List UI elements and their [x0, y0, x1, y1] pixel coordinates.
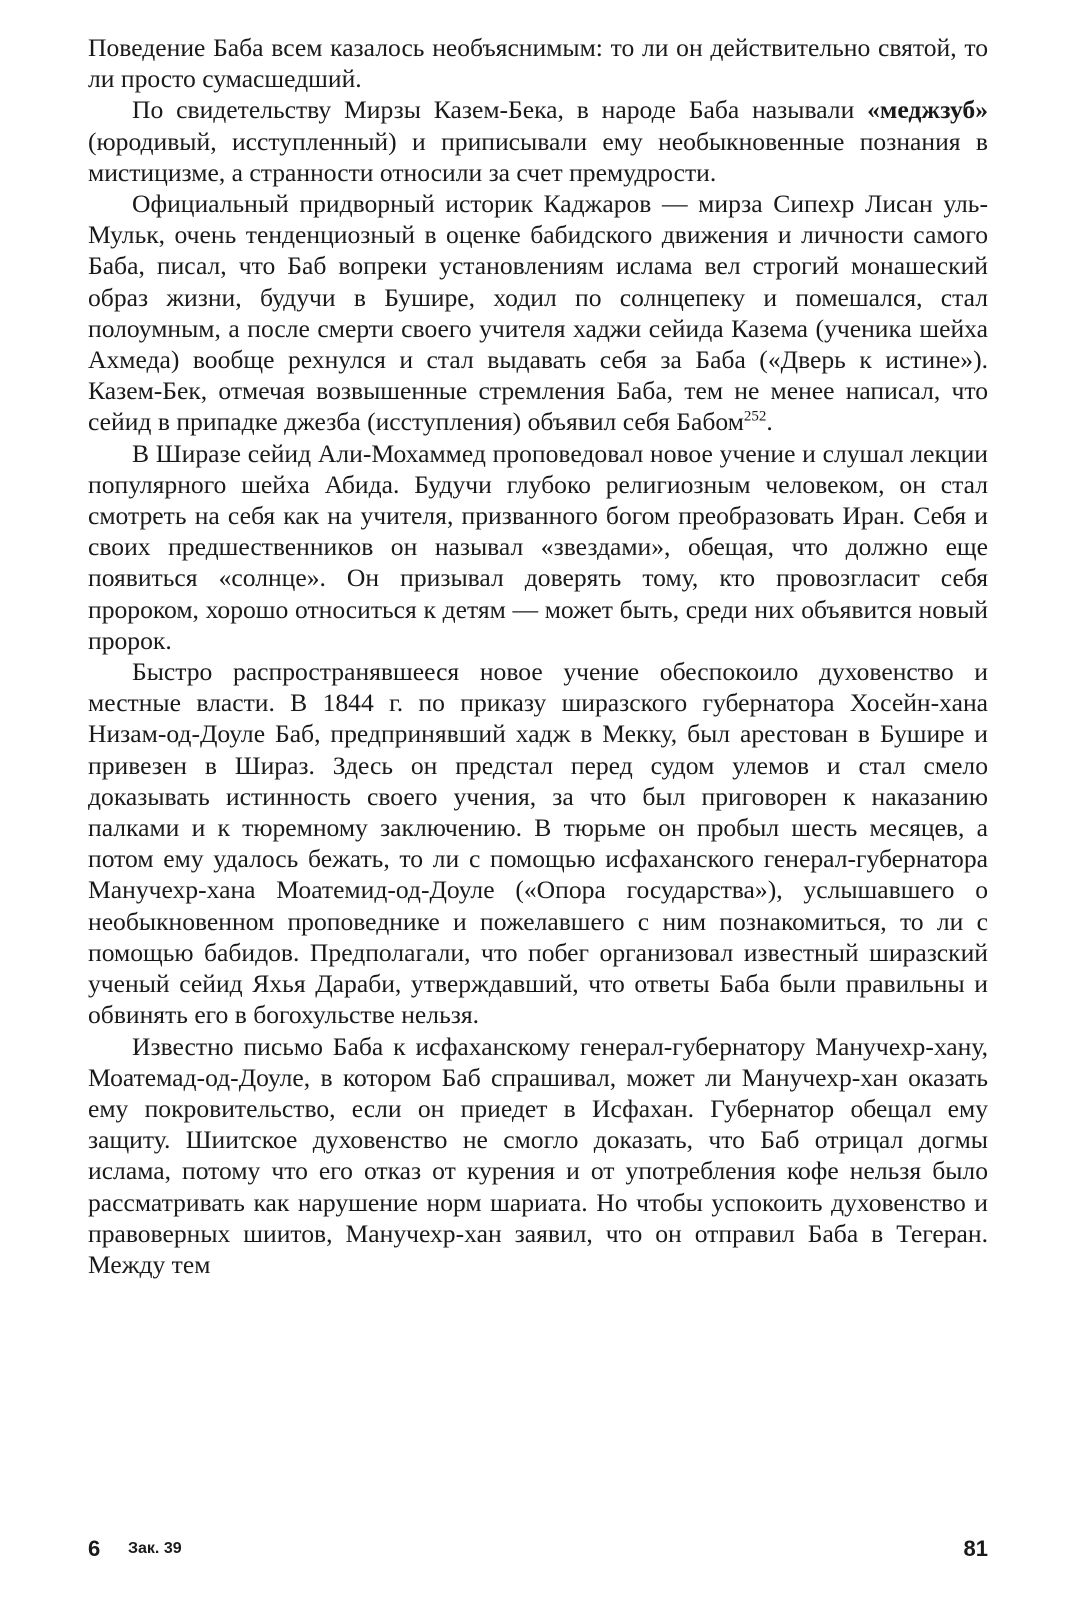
term-medjzub: «меджзуб» — [867, 95, 988, 125]
signature-number: 6 — [88, 1536, 101, 1561]
paragraph-2-text-a: По свидетельству Мирзы Казем-Бека, в народе Баба называли — [132, 95, 868, 125]
footnote-ref-252: 252 — [743, 408, 767, 425]
page-body — [88, 32, 988, 1280]
paragraph-6: Известно письмо Баба к исфаханскому генерал-губернатору Манучехр-хану, Моатемад-од-Доуле, в котором Баб спрашивал, может ли Манучехр-хан оказать ему покровительство, если он приедет в Исфахан. Губернатор обещал ему защиту. Шиитское духовенство не смогло доказать, что Баб отрицал догмы ислама, потому что его отказ от курения и от употребления кофе нельзя было рассматривать как нарушение норм шариата. Но чтобы успокоить духовенство и правоверных шиитов, Манучехр-хан заявил, что он отправил Баба в Тегеран. Между тем — [88, 1031, 988, 1279]
paragraph-5: Быстро распространявшееся новое учение обеспокоило духовенство и местные власти. В 1844 г. по приказу ширазского губернатора Хосейн-хана Низам-од-Доуле Баб, предпринявший хадж в Мекку, был арестован в Бушире и привезен в Шираз. Здесь он предстал перед судом улемов и стал смело доказывать истинность своего учения, за что был приговорен к наказанию палками и к тюремному заключению. В тюрьме он пробыл шесть месяцев, а потом ему удалось бежать, то ли с помощью исфаханского генерал-губернатора Манучехр-хана Моатемид-од-Доуле («Опора государства»), услышавшего о необыкновенном проповеднике и пожелавшего с ним познакомиться, то ли с помощью бабидов. Предполагали, что побег организовал известный ширазский ученый сейид Яхья Дараби, утверждавший, что ответы Баба были правильны и обвинять его в богохульстве нельзя. — [88, 657, 988, 1030]
page-footer — [88, 1536, 988, 1566]
paragraph-1: Поведение Баба всем казалось необъяснимым: то ли он действительно святой, то ли просто сумасшедший. — [88, 33, 988, 94]
paragraph-3-period: . — [766, 407, 773, 437]
paragraph-4: В Ширазе сейид Али-Мохаммед проповедовал новое учение и слушал лекции популярного шейха Абида. Будучи глубоко религиозным человеком, он стал смотреть на себя как на учителя, призванного богом преобразовать Иран. Себя и своих предшественников он называл «звездами», обещая, что должно еще появиться «солнце». Он призывал доверять тому, кто провозгласит себя пророком, хорошо относиться к детям — может быть, среди них объявится новый пророк. — [88, 438, 988, 655]
paragraph-3 — [88, 188, 988, 438]
printing-order-label: Зак. 39 — [128, 1540, 182, 1557]
page-number: 81 — [963, 1536, 988, 1561]
paragraph-3-text: Официальный придворный историк Каджаров — мирза Сипехр Лисан уль-Мульк, очень тенденциозный в оценке бабидского движения и личности самого Баба, писал, что Баб вопреки установлениям ислама вел строгий монашеский образ жизни, будучи в Бушире, ходил по солнцепеку и помешался, стал полоумным, а после смерти своего учителя хаджи сейида Казема (ученика шейха Ахмеда) вообще рехнулся и стал выдавать себя за Баба («Дверь к истине»). Казем-Бек, отмечая возвышенные стремления Баба, тем не менее написал, что сейид в припадке джезба (исступления) объявил себя Бабом — [88, 189, 988, 437]
paragraph-2 — [88, 94, 988, 188]
paragraph-2-text-b: (юродивый, исступленный) и приписывали ему необыкновенные познания в мистицизме, а странности относили за счет премудрости. — [88, 126, 988, 187]
